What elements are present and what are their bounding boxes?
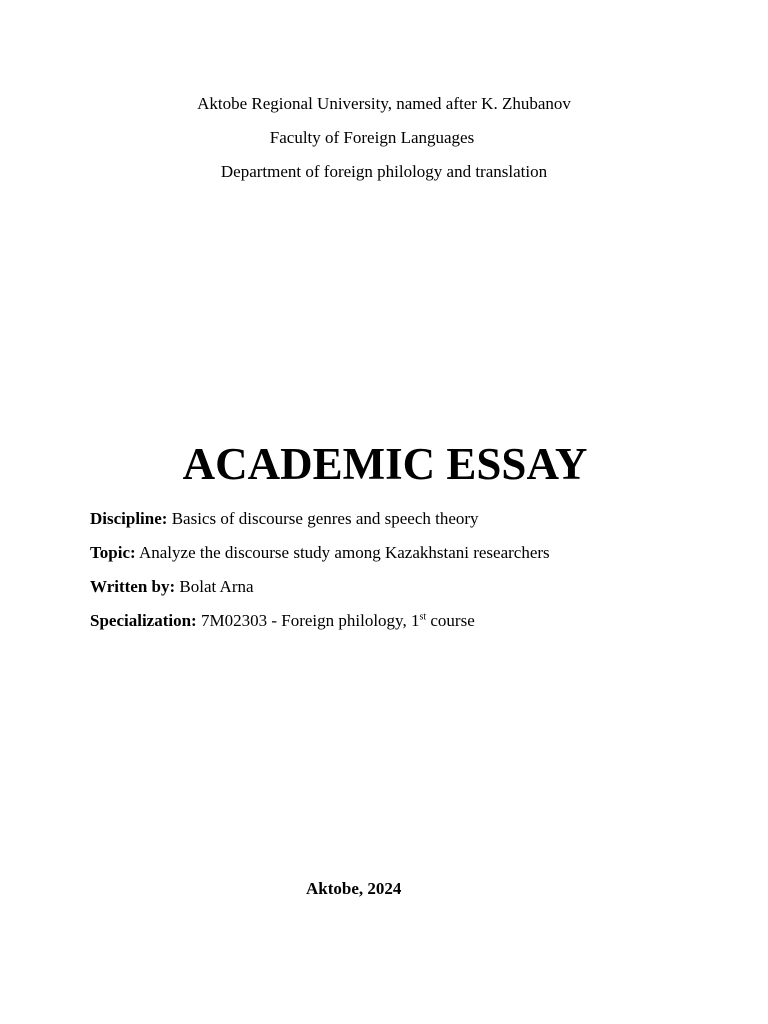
author-value: Bolat Arna xyxy=(179,577,254,596)
university-name: Aktobe Regional University, named after K. Zhubanov xyxy=(197,94,571,113)
specialization-row xyxy=(90,611,475,631)
discipline-value: Basics of discourse genres and speech theory xyxy=(171,509,479,528)
place-and-year: Aktobe, 2024 xyxy=(306,879,402,898)
topic-value: Analyze the discourse study among Kazakhstani researchers xyxy=(138,543,550,562)
topic-label: Topic: xyxy=(90,543,136,562)
specialization-course: course xyxy=(426,611,475,630)
discipline-row xyxy=(90,509,479,529)
topic-row xyxy=(90,543,550,563)
faculty-name: Faculty of Foreign Languages xyxy=(269,128,475,147)
specialization-value: 7M02303 - Foreign philology, 1 xyxy=(200,611,420,630)
discipline-label: Discipline: xyxy=(90,509,168,528)
author-row xyxy=(90,577,254,597)
specialization-ordinal-suffix: st xyxy=(419,611,427,623)
document-title: ACADEMIC ESSAY xyxy=(182,439,588,489)
specialization-label: Specialization: xyxy=(90,611,197,630)
department-name: Department of foreign philology and translation xyxy=(220,162,548,181)
author-label: Written by: xyxy=(90,577,176,596)
